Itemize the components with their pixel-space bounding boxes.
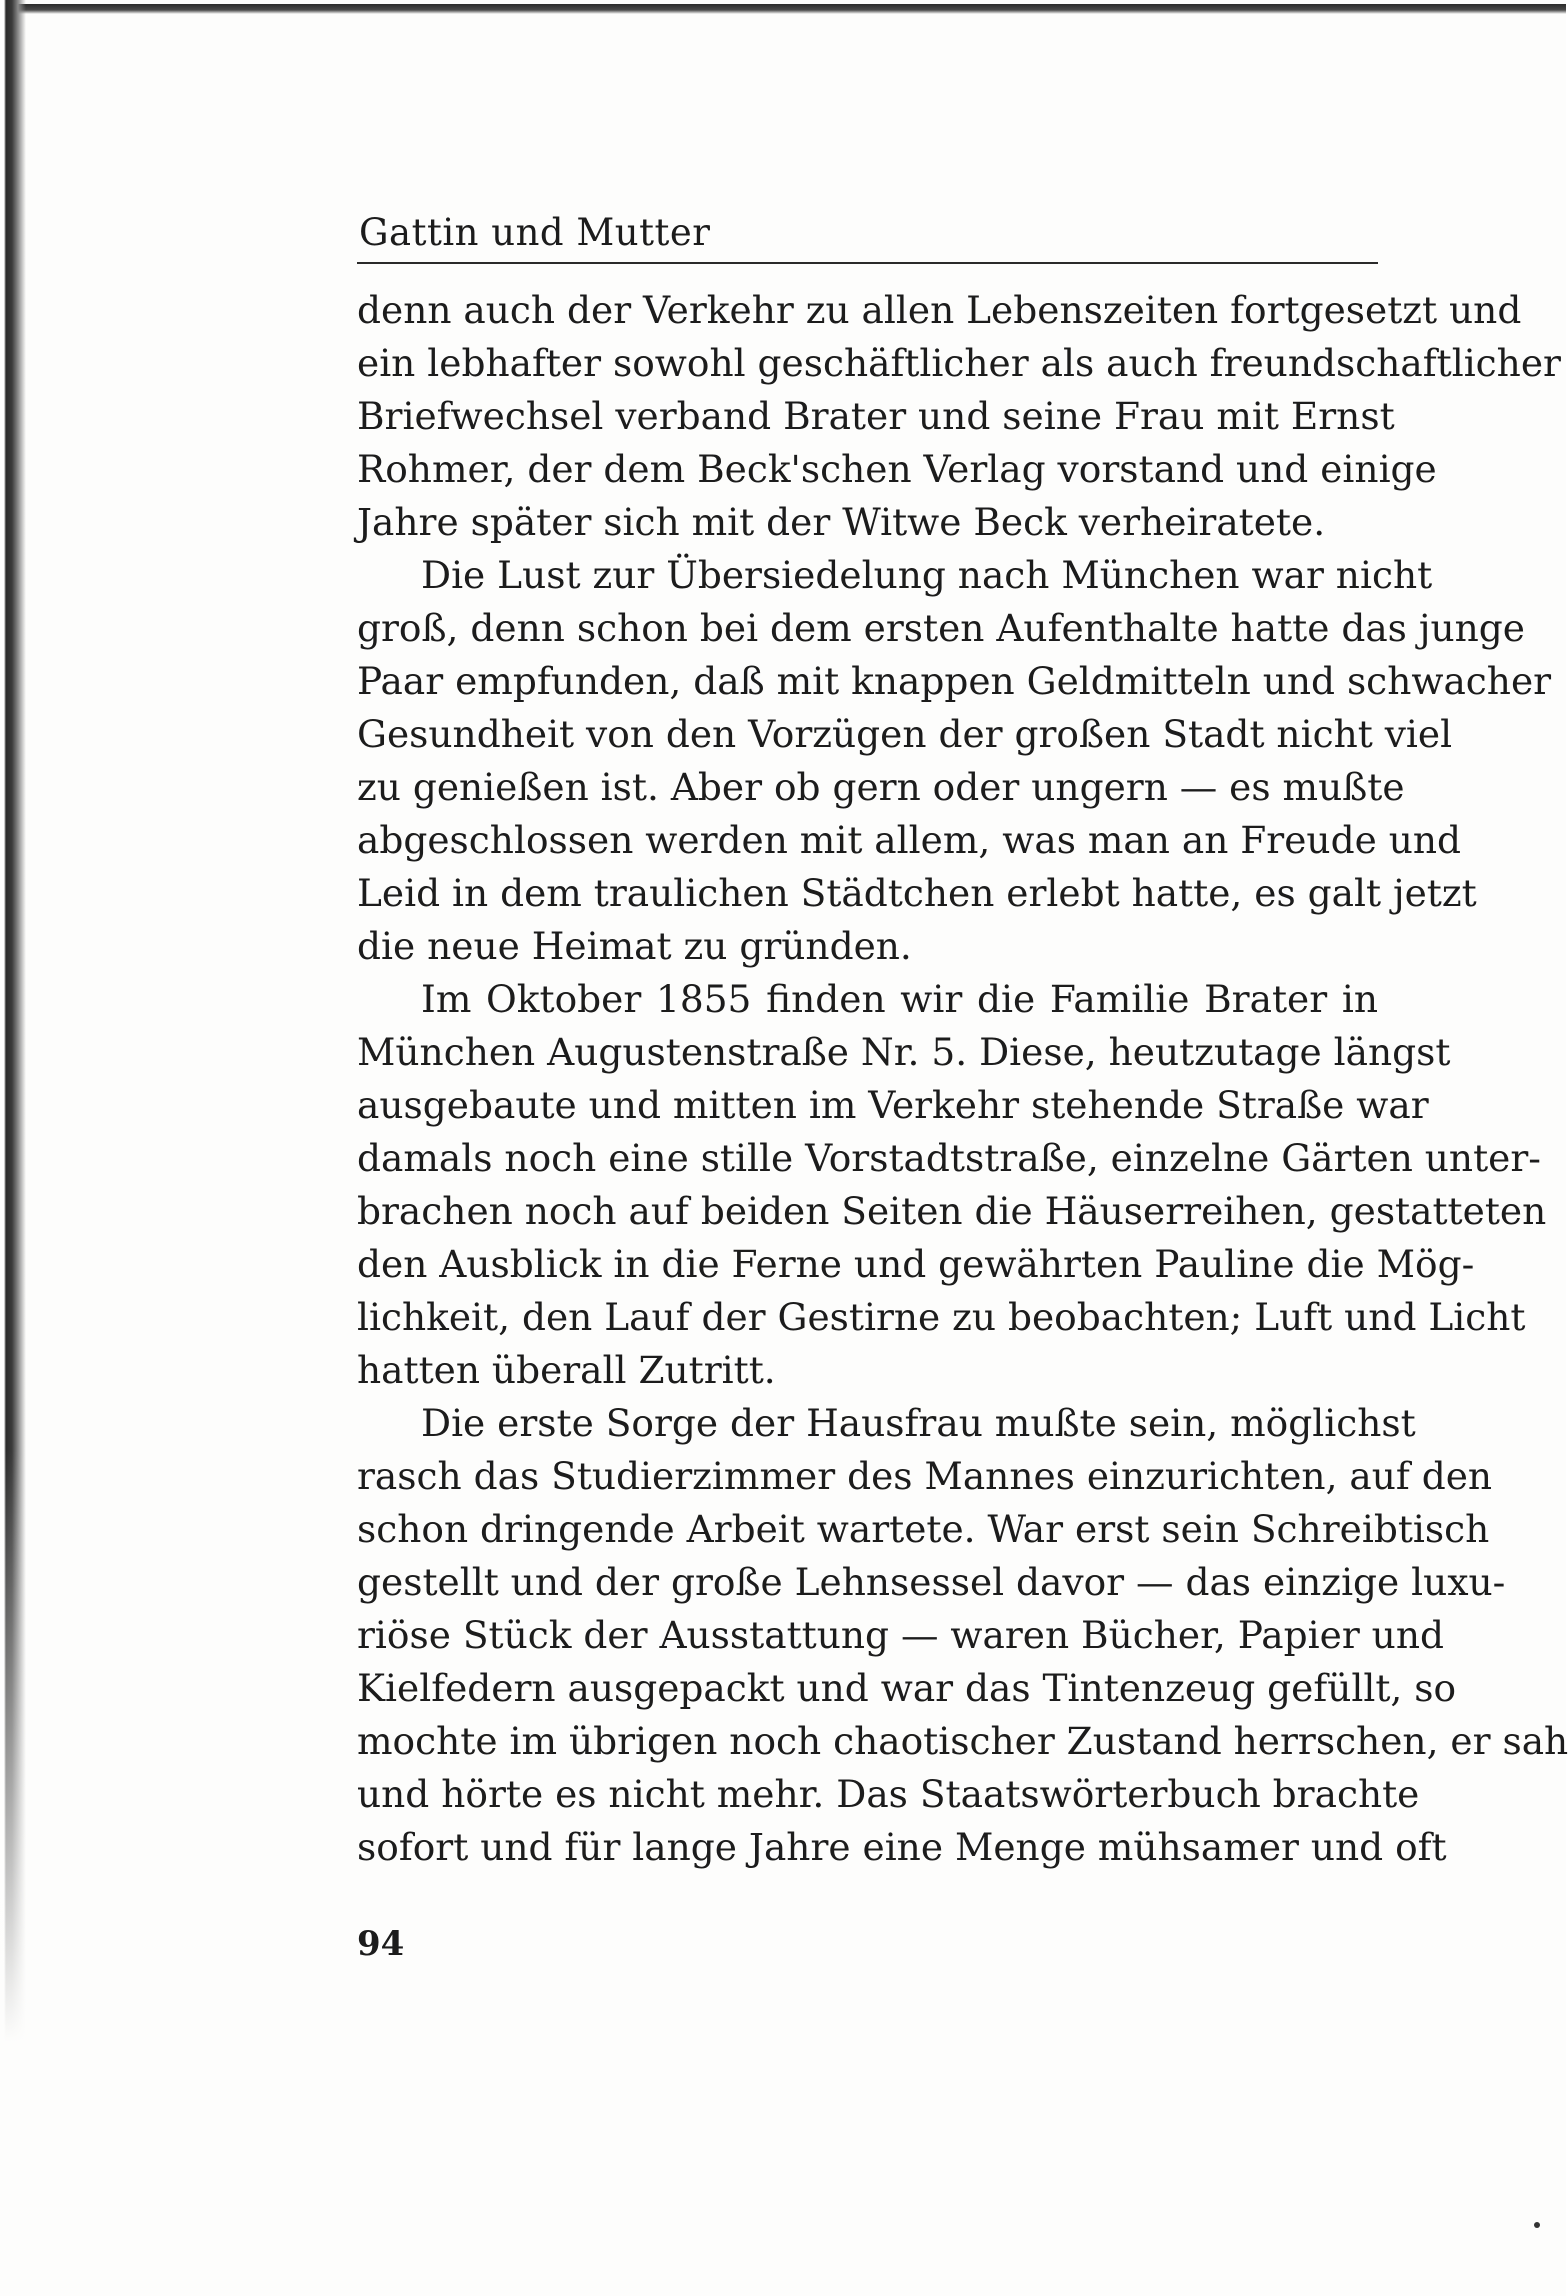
text-line: sofort und für lange Jahre eine Menge mühsamer und oft (357, 1825, 1447, 1869)
text-line: Kielfedern ausgepackt und war das Tintenzeug gefüllt, so (357, 1666, 1457, 1710)
text-line: ein lebhafter sowohl geschäftlicher als auch freundschaftlicher (357, 341, 1561, 385)
text-line: hatten überall Zutritt. (357, 1348, 776, 1392)
text-line: Paar empfunden, daß mit knappen Geldmitteln und schwacher (357, 659, 1552, 703)
text-line: Rohmer, der dem Beck'schen Verlag vorstand und einige (357, 447, 1437, 491)
text-line: abgeschlossen werden mit allem, was man an Freude und (357, 818, 1461, 862)
text-line: die neue Heimat zu gründen. (357, 924, 912, 968)
body-text (357, 284, 1568, 1874)
paragraph-first-line: Die Lust zur Übersiedelung nach München war nicht (421, 553, 1433, 597)
text-line: groß, denn schon bei dem ersten Aufenthalte hatte das junge (357, 606, 1525, 650)
text-line: rasch das Studierzimmer des Mannes einzurichten, auf den (357, 1454, 1493, 1498)
text-line: Gesundheit von den Vorzügen der großen Stadt nicht viel (357, 712, 1453, 756)
running-header-title: Gattin und Mutter (359, 211, 711, 254)
text-line: lichkeit, den Lauf der Gestirne zu beobachten; Luft und Licht (357, 1295, 1526, 1339)
paragraph-first-line: Im Oktober 1855 finden wir die Familie Brater in (421, 977, 1378, 1021)
text-line: München Augustenstraße Nr. 5. Diese, heutzutage längst (357, 1030, 1451, 1074)
text-line: schon dringende Arbeit wartete. War erst sein Schreibtisch (357, 1507, 1490, 1551)
text-line: riöse Stück der Ausstattung — waren Bücher, Papier und (357, 1613, 1444, 1657)
text-line: den Ausblick in die Ferne und gewährten Pauline die Mög- (357, 1242, 1475, 1286)
scan-edge-top (0, 4, 1566, 14)
text-line: gestellt und der große Lehnsessel davor — das einzige luxu- (357, 1560, 1506, 1604)
text-line: Briefwechsel verband Brater und seine Frau mit Ernst (357, 394, 1395, 438)
running-header (357, 200, 1378, 264)
text-line: ausgebaute und mitten im Verkehr stehende Straße war (357, 1083, 1429, 1127)
text-line: denn auch der Verkehr zu allen Lebenszeiten fortgesetzt und (357, 288, 1522, 332)
text-line: mochte im übrigen noch chaotischer Zustand herrschen, er sah (357, 1719, 1568, 1763)
text-line: Leid in dem traulichen Städtchen erlebt hatte, es galt jetzt (357, 871, 1477, 915)
paragraph-first-line: Die erste Sorge der Hausfrau mußte sein, möglichst (421, 1401, 1416, 1445)
page-number: 94 (357, 1924, 405, 1964)
scan-speck (1534, 2222, 1540, 2228)
text-line: und hörte es nicht mehr. Das Staatswörterbuch brachte (357, 1772, 1420, 1816)
text-line: brachen noch auf beiden Seiten die Häuserreihen, gestatteten (357, 1189, 1547, 1233)
text-line: Jahre später sich mit der Witwe Beck verheiratete. (357, 500, 1326, 544)
text-line: damals noch eine stille Vorstadtstraße, einzelne Gärten unter- (357, 1136, 1541, 1180)
text-line: zu genießen ist. Aber ob gern oder ungern — es mußte (357, 765, 1405, 809)
